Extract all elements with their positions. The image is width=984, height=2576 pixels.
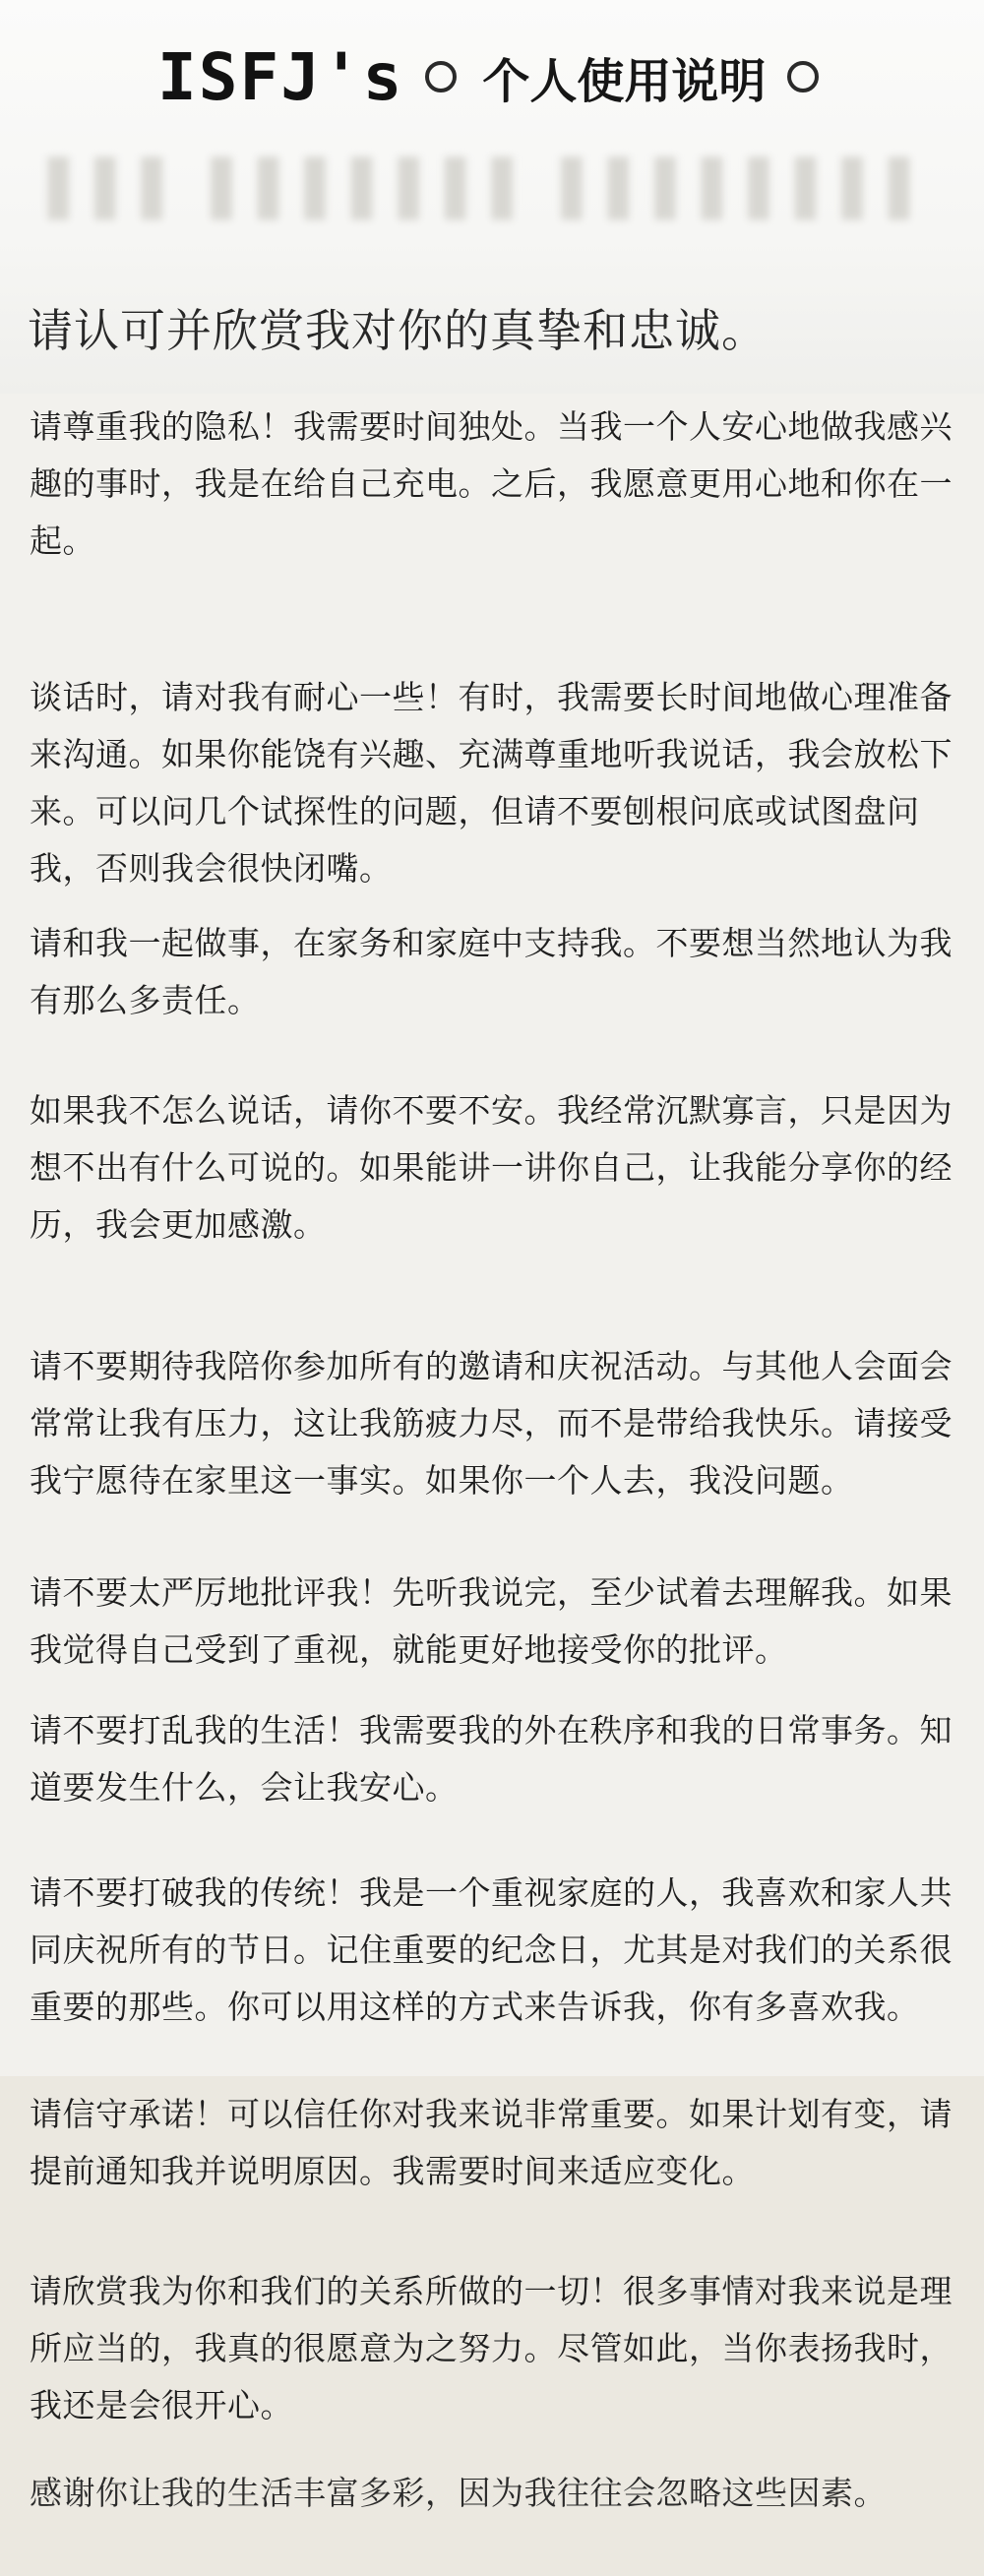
header: [0, 0, 984, 394]
paragraph-chores: 请和我一起做事，在家务和家庭中支持我。不要想当然地认为我有那么多责任。: [30, 924, 953, 1019]
paragraph-routine: 请不要打乱我的生活！我需要我的外在秩序和我的日常事务。知道要发生什么，会让我安心。: [30, 1711, 953, 1807]
paragraph-silence: 如果我不怎么说话，请你不要不安。我经常沉默寡言，只是因为想不出有什么可说的。如果能讲一讲你自己，让我能分享你的经历，我会更加感激。: [30, 1091, 953, 1244]
paragraph-privacy: 请尊重我的隐私！我需要时间独处。当我一个人安心地做我感兴趣的事时，我是在给自己充电。之后，我愿意更用心地和你在一起。: [30, 407, 953, 560]
paragraph-traditions: 请不要打破我的传统！我是一个重视家庭的人，我喜欢和家人共同庆祝所有的节日。记住重要的纪念日，尤其是对我们的关系很重要的那些。你可以用这样的方式来告诉我，你有多喜欢我。: [30, 1873, 953, 2026]
title-latin: ISFJ's: [157, 38, 404, 115]
bleed-through-text: ▌▌▌ ▌▌▌▌▌▌▌ ▌▌▌▌▌▌▌▌: [48, 157, 936, 219]
title-chinese: 个人使用说明: [482, 53, 767, 109]
paragraph-patience: 谈话时，请对我有耐心一些！有时，我需要长时间地做心理准备来沟通。如果你能饶有兴趣、充满尊重地听我说话，我会放松下来。可以问几个试探性的问题，但请不要刨根问底或试图盘问我，否则我会很快闭嘴。: [30, 678, 953, 888]
circle-icon: [425, 61, 457, 92]
title: [157, 28, 844, 126]
paragraph-criticism: 请不要太严厉地批评我！先听我说完，至少试着去理解我。如果我觉得自己受到了重视，就能更好地接受你的批评。: [30, 1573, 953, 1669]
paragraph-thanks: 感谢你让我的生活丰富多彩，因为我往往会忽略这些因素。: [30, 2474, 887, 2512]
paragraph-appreciation: 请欣赏我为你和我们的关系所做的一切！很多事情对我来说是理所应当的，我真的很愿意为之努力。尽管如此，当你表扬我时，我还是会很开心。: [30, 2272, 953, 2424]
paragraph-invitations: 请不要期待我陪你参加所有的邀请和庆祝活动。与其他人会面会常常让我有压力，这让我筋疲力尽，而不是带给我快乐。请接受我宁愿待在家里这一事实。如果你一个人去，我没问题。: [30, 1347, 953, 1500]
circle-icon: [787, 61, 819, 92]
subtitle: 请认可并欣赏我对你的真挚和忠诚。: [28, 304, 768, 357]
paragraph-promises: 请信守承诺！可以信任你对我来说非常重要。如果计划有变，请提前通知我并说明原因。我需要时间来适应变化。: [30, 2095, 953, 2190]
